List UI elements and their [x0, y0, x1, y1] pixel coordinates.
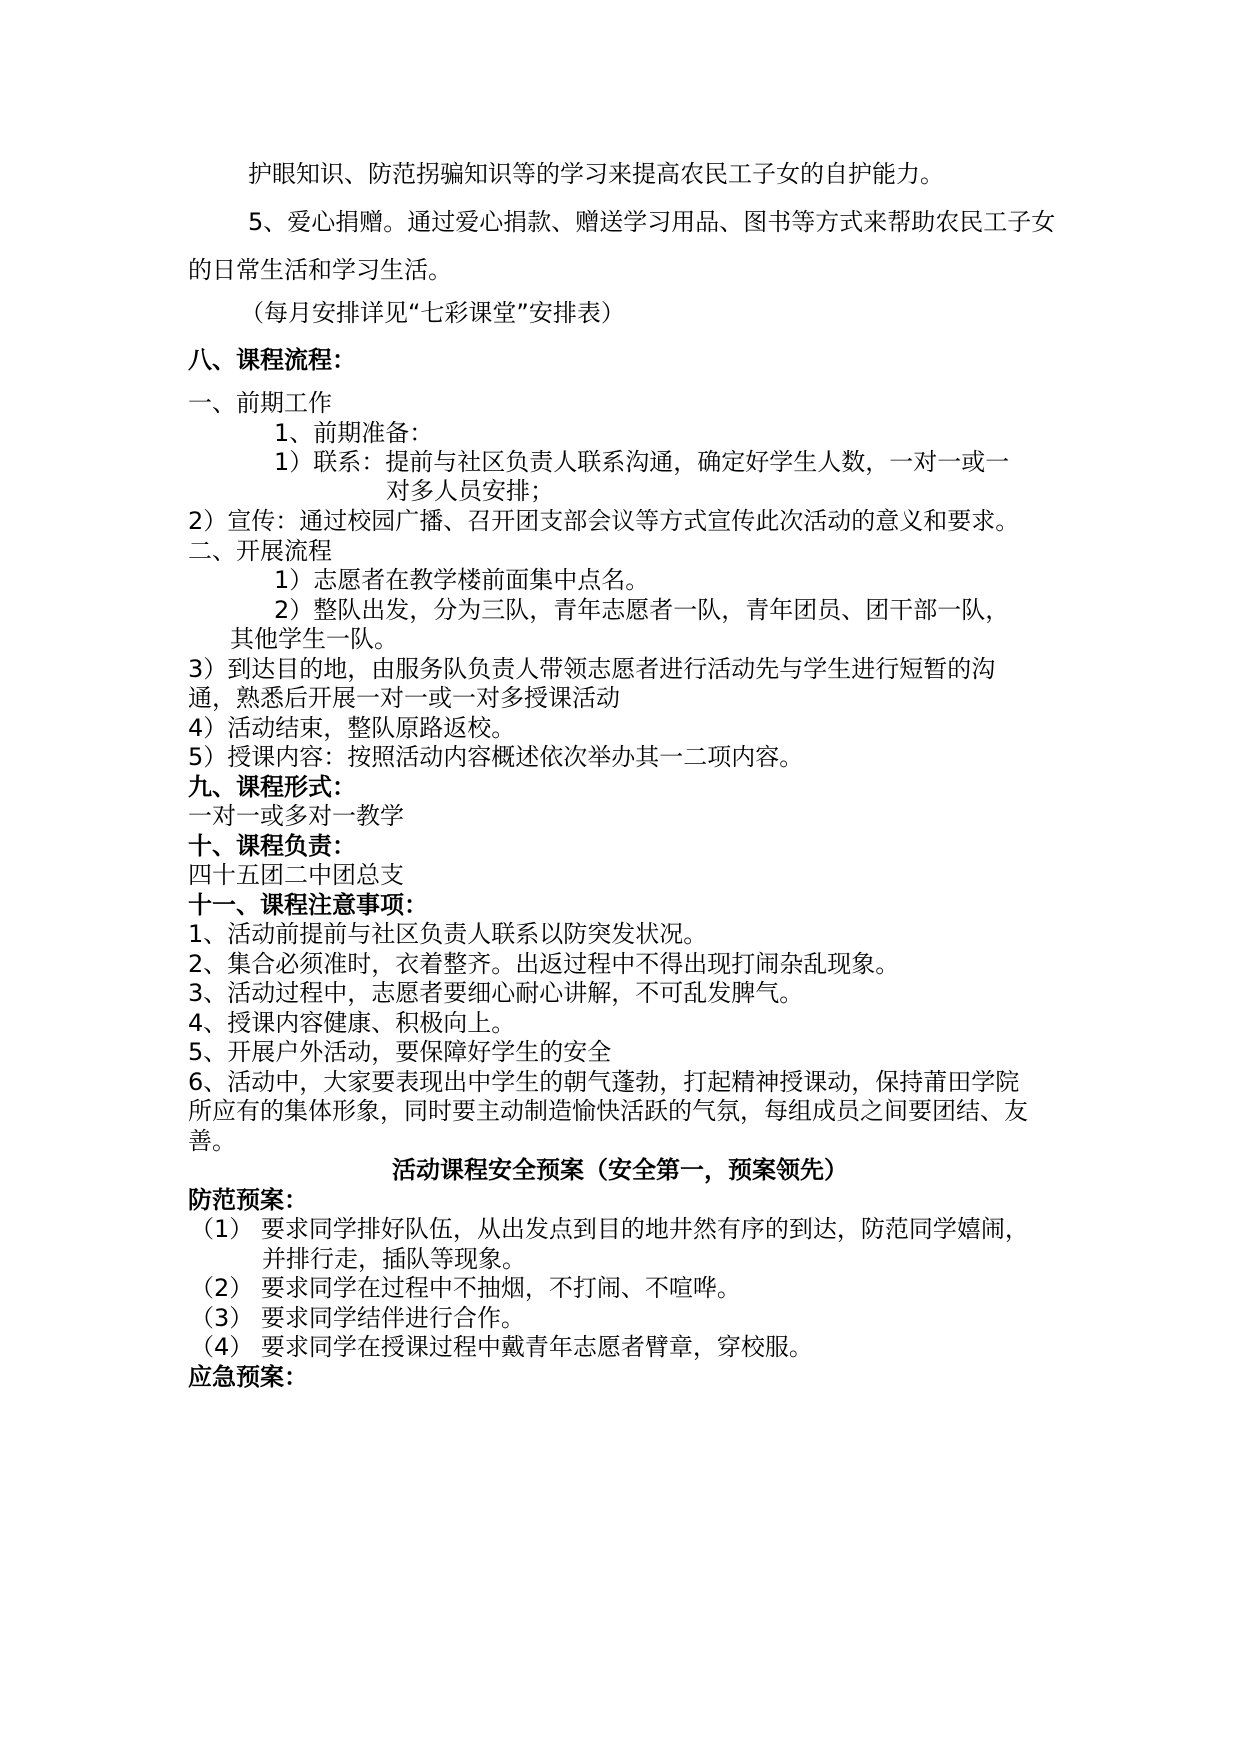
list-item: 1、前期准备：: [274, 419, 434, 447]
safety-plan-title: 活动课程安全预案（安全第一，预案领先）: [392, 1156, 848, 1184]
subsection-heading: 一、前期工作: [188, 389, 332, 417]
list-item: 6、活动中，大家要表现出中学生的朝气蓬勃，打起精神授课动，保持莆田学院: [188, 1068, 1020, 1096]
paragraph-line: 的日常生活和学习生活。: [188, 256, 452, 284]
list-item: 5、开展户外活动，要保障好学生的安全: [188, 1038, 612, 1066]
list-item: 2）宣传：通过校园广播、召开团支部会议等方式宣传此次活动的意义和要求。: [188, 507, 1020, 535]
paragraph-line: 护眼知识、防范拐骗知识等的学习来提高农民工子女的自护能力。: [248, 160, 944, 188]
section-heading: 八、课程流程：: [188, 346, 356, 374]
list-item: （1） 要求同学排好队伍，从出发点到目的地井然有序的到达，防范同学嬉闹，: [190, 1215, 1029, 1243]
section-heading: 应急预案：: [188, 1363, 308, 1391]
list-item: 1、活动前提前与社区负责人联系以防突发状况。: [188, 920, 708, 948]
list-item: 通，熟悉后开展一对一或一对多授课活动: [188, 684, 620, 712]
list-item: 并排行走，插队等现象。: [262, 1245, 526, 1273]
list-item: 2、集合必须准时，衣着整齐。出返过程中不得出现打闹杂乱现象。: [188, 950, 900, 978]
list-item: 5）授课内容：按照活动内容概述依次举办其一二项内容。: [188, 743, 804, 771]
list-item: 对多人员安排；: [386, 477, 554, 505]
list-item: 3、活动过程中，志愿者要细心耐心讲解，不可乱发脾气。: [188, 979, 804, 1007]
subsection-heading: 二、开展流程: [188, 537, 332, 565]
list-item: 2）整队出发，分为三队，青年志愿者一队，青年团员、团干部一队，: [274, 596, 1010, 624]
list-item: （2） 要求同学在过程中不抽烟，不打闹、不喧哗。: [190, 1274, 741, 1302]
paragraph-line: 5、爱心捐赠。通过爱心捐款、赠送学习用品、图书等方式来帮助农民工子女: [248, 208, 1056, 236]
section-heading: 十一、课程注意事项：: [188, 891, 428, 919]
section-heading: 防范预案：: [188, 1186, 308, 1214]
list-item: 其他学生一队。: [230, 625, 398, 653]
paragraph-line: （每月安排详见“七彩课堂”安排表）: [240, 299, 625, 327]
list-item: （4） 要求同学在授课过程中戴青年志愿者臂章，穿校服。: [190, 1333, 813, 1361]
list-item: 4）活动结束，整队原路返校。: [188, 714, 516, 742]
list-item: 4、授课内容健康、积极向上。: [188, 1009, 516, 1037]
section-heading: 十、课程负责：: [188, 832, 356, 860]
section-heading: 九、课程形式：: [188, 773, 356, 801]
list-item: （3） 要求同学结伴进行合作。: [190, 1304, 525, 1332]
list-item: 善。: [188, 1127, 236, 1155]
paragraph-line: 四十五团二中团总支: [188, 861, 404, 889]
list-item: 1）联系：提前与社区负责人联系沟通，确定好学生人数，一对一或一: [274, 448, 1010, 476]
paragraph-line: 一对一或多对一教学: [188, 802, 404, 830]
list-item: 3）到达目的地，由服务队负责人带领志愿者进行活动先与学生进行短暂的沟: [188, 655, 996, 683]
list-item: 所应有的集体形象，同时要主动制造愉快活跃的气氛，每组成员之间要团结、友: [188, 1097, 1028, 1125]
list-item: 1）志愿者在教学楼前面集中点名。: [274, 566, 650, 594]
